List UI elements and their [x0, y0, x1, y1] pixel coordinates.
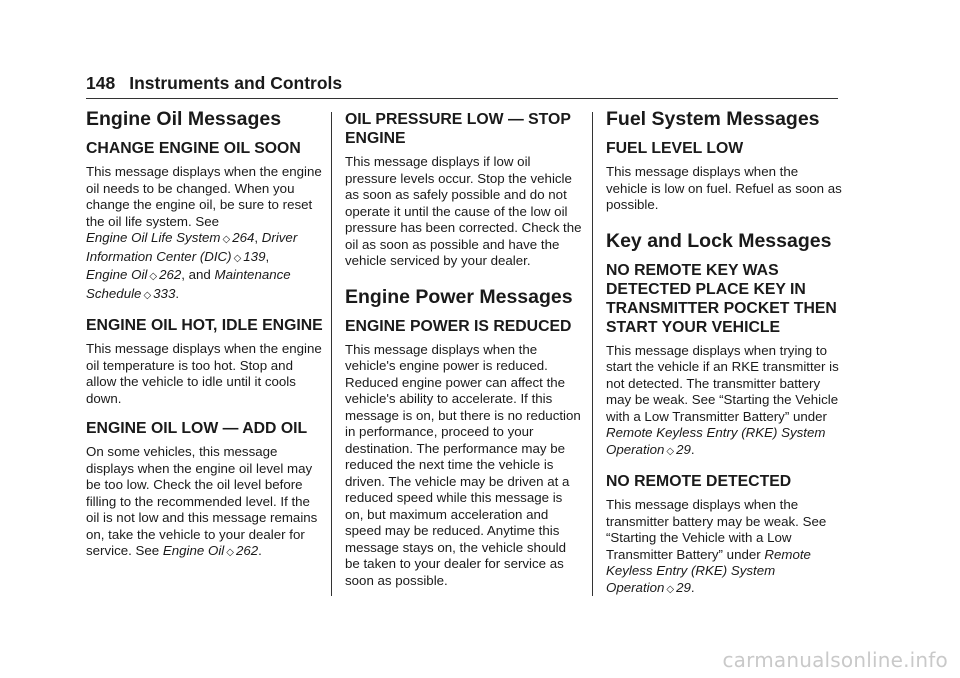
paragraph-oil-pressure-low: This message displays if low oil pressure levels occur. Stop the vehicle as soon as safely possible and do not operate it until the cause of the low oil pressure has been corrected. Check the oil as soon as possible and have the vehicle serviced by your dealer.: [345, 154, 582, 268]
paragraph-no-remote-key-detected: This message displays when trying to start the vehicle if an RKE transmitter is not detected. The transmitter battery may be weak. See “Starting the Vehicle with a Low Transmitter Battery” under Remote Keyless Entry (RKE) System Operation ◇ 29.: [606, 342, 839, 457]
page-ref-icon: ◇: [233, 252, 242, 264]
watermark: carmanualsonline.info: [722, 648, 948, 672]
section-heading-fuel-system: Fuel System Messages: [606, 108, 820, 130]
paragraph-engine-oil-low: On some vehicles, this message displays when the engine oil level may be too low. Check the oil level before filling to the recommended level. If the oil is not low and this message remains on, take the vehicle to your dealer for service. See Engine Oil ◇ 262.: [86, 444, 318, 558]
subheading-change-engine-oil-soon: CHANGE ENGINE OIL SOON: [86, 140, 301, 157]
subheading-engine-power-reduced: ENGINE POWER IS REDUCED: [345, 317, 572, 335]
link-engine-oil-life-system[interactable]: Engine Oil Life System: [86, 230, 221, 245]
page-number: 148: [86, 73, 116, 93]
page-header: [86, 72, 838, 94]
paragraph-engine-oil-hot: This message displays when the engine oil temperature is too hot. Stop and allow the vehicle to idle until it cools down.: [86, 341, 322, 406]
chapter-title: Instruments and Controls: [129, 73, 343, 93]
page-ref-icon: ◇: [226, 547, 234, 558]
link-maintenance-schedule[interactable]: Maintenance Schedule: [86, 267, 291, 301]
subheading-engine-oil-hot: ENGINE OIL HOT, IDLE ENGINE: [86, 317, 323, 334]
subheading-engine-oil-low: ENGINE OIL LOW — ADD OIL: [86, 420, 308, 437]
page-ref-icon: ◇: [143, 289, 152, 301]
column-2: [345, 108, 583, 601]
subheading-no-remote-detected: NO REMOTE DETECTED: [606, 473, 792, 490]
link-engine-oil-2[interactable]: Engine Oil: [162, 543, 225, 558]
section-heading-engine-power: Engine Power Messages: [345, 285, 573, 308]
column-3: [606, 108, 842, 610]
header-rule: [86, 98, 838, 99]
page-ref-icon: ◇: [666, 445, 675, 457]
column-1: [86, 108, 324, 574]
column-divider-1: [331, 112, 332, 596]
paragraph-change-engine-oil-soon: This message displays when the engine oil needs to be changed. When you change the engine oil, be sure to reset the oil life system. See Engine Oil Life System ◇ 264, Driver Information Center (DIC) ◇ 139, Engine Oil ◇ 262, and Maintenance Schedule ◇ 333.: [86, 164, 322, 301]
subheading-no-remote-key-detected: NO REMOTE KEY WAS DETECTED PLACE KEY IN TRANSMITTER POCKET THEN START YOUR VEHICLE: [606, 261, 837, 336]
link-engine-oil[interactable]: Engine Oil: [86, 267, 148, 282]
paragraph-fuel-level-low: This message displays when the vehicle is low on fuel. Refuel as soon as possible.: [606, 164, 842, 212]
paragraph-no-remote-detected: This message displays when the transmitter battery may be weak. See “Starting the Vehicle with a Low Transmitter Battery” under Remote Keyless Entry (RKE) System Operation ◇ 29.: [606, 497, 827, 595]
subheading-oil-pressure-low: OIL PRESSURE LOW — STOP ENGINE: [345, 111, 571, 147]
subheading-fuel-level-low: FUEL LEVEL LOW: [606, 140, 744, 157]
link-rke-system-operation-2[interactable]: Remote Keyless Entry (RKE) System Operation: [606, 546, 811, 595]
paragraph-engine-power-reduced: This message displays when the vehicle's engine power is reduced. Reduced engine power can affect the vehicle's ability to accelerate. If this message is on, but there is no reduction in performance, proceed to your destination. The performance may be reduced the next time the vehicle is driven. The vehicle may be driven at a reduced speed while this message is on, but maximum acceleration and speed may be reduced. Anytime this message stays on, the vehicle should be taken to your dealer for service as soon as possible.: [345, 341, 581, 588]
link-rke-system-operation[interactable]: Remote Keyless Entry (RKE) System Operation: [606, 425, 826, 457]
column-divider-2: [592, 112, 593, 596]
page-ref-icon: ◇: [222, 234, 231, 245]
section-heading-key-and-lock: Key and Lock Messages: [606, 229, 832, 252]
link-driver-information-center[interactable]: Driver Information Center (DIC): [86, 230, 298, 264]
section-heading-engine-oil: Engine Oil Messages: [86, 108, 282, 130]
page-ref-icon: ◇: [149, 271, 158, 282]
page-ref-icon: ◇: [666, 583, 675, 595]
